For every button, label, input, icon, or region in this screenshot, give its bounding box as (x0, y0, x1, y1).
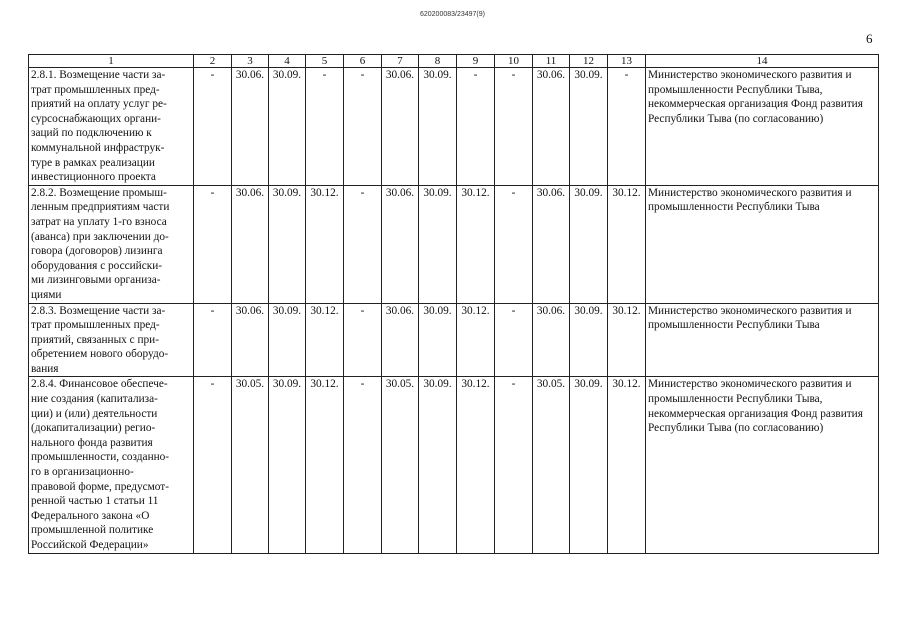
deadline-cell: 30.06. (533, 303, 570, 377)
deadline-cell: 30.09. (570, 185, 608, 303)
deadline-cell: 30.12. (608, 185, 646, 303)
description-line: вания (31, 362, 59, 375)
deadline-cell: 30.09. (419, 68, 457, 186)
column-header: 10 (495, 55, 533, 68)
description-line: коммунальной инфраструк- (31, 141, 165, 154)
deadline-cell: - (194, 377, 232, 553)
column-header: 4 (269, 55, 306, 68)
column-header: 12 (570, 55, 608, 68)
description-line: правовой форме, предусмот- (31, 480, 169, 493)
deadline-cell: 30.09. (419, 185, 457, 303)
description-line: говора (договоров) лизинга (31, 245, 163, 258)
deadline-cell: - (495, 377, 533, 553)
deadline-cell: 30.06. (232, 303, 269, 377)
description-line: (аванса) при заключении до- (31, 230, 169, 243)
responsible-executor: Министерство экономического развития и промышленности Республики Тыва (646, 303, 879, 377)
deadline-cell: 30.06. (533, 185, 570, 303)
table-header-row (29, 55, 879, 68)
column-header: 5 (306, 55, 344, 68)
deadline-cell: 30.06. (382, 68, 419, 186)
description-line: оборудования с российски- (31, 259, 163, 272)
deadline-cell: - (344, 303, 382, 377)
deadline-cell: - (194, 68, 232, 186)
deadline-cell: - (344, 68, 382, 186)
deadline-cell: - (344, 185, 382, 303)
table-row (29, 303, 879, 377)
measure-description (29, 377, 194, 553)
deadline-cell: 30.05. (382, 377, 419, 553)
table-row (29, 185, 879, 303)
description-line: инвестиционного проекта (31, 171, 156, 184)
page-number: 6 (866, 31, 873, 46)
description-line: приятий, связанных с при- (31, 333, 159, 346)
description-line: ми лизинговыми организа- (31, 274, 161, 287)
column-header: 8 (419, 55, 457, 68)
column-header: 9 (457, 55, 495, 68)
deadline-cell: 30.06. (232, 68, 269, 186)
description-line: промышленности, созданно- (31, 451, 170, 464)
deadline-cell: 30.09. (419, 303, 457, 377)
deadline-cell: 30.09. (269, 68, 306, 186)
deadline-cell: 30.12. (608, 303, 646, 377)
description-line: нального фонда развития (31, 436, 153, 449)
measure-description (29, 303, 194, 377)
measure-description (29, 68, 194, 186)
deadline-cell: - (457, 68, 495, 186)
description-line: Российской Федерации» (31, 539, 149, 551)
deadline-cell: 30.06. (382, 303, 419, 377)
description-line: (докапитализации) регио- (31, 422, 156, 435)
column-header: 13 (608, 55, 646, 68)
document-id: 620200083/23497(9) (419, 11, 485, 18)
deadline-cell: 30.09. (269, 185, 306, 303)
description-line: го в организационно- (31, 466, 134, 479)
deadline-cell: 30.12. (457, 303, 495, 377)
deadline-cell: 30.06. (382, 185, 419, 303)
description-line: приятий на оплату услуг ре- (31, 98, 167, 111)
deadline-cell: 30.06. (232, 185, 269, 303)
column-header: 11 (533, 55, 570, 68)
deadline-cell: - (608, 68, 646, 186)
description-line: трат промышленных пред- (31, 83, 160, 96)
table-row (29, 68, 879, 186)
description-line: затрат на уплату 1-го взноса (31, 215, 167, 228)
deadline-cell: 30.06. (533, 68, 570, 186)
description-line: 2.8.4. Финансовое обеспече- (31, 378, 168, 391)
deadline-cell: 30.05. (232, 377, 269, 553)
column-header: 1 (29, 55, 194, 68)
description-line: 2.8.1. Возмещение части за- (31, 69, 166, 81)
deadline-cell: 30.12. (457, 377, 495, 553)
deadline-cell: 30.12. (457, 185, 495, 303)
deadline-cell: 30.09. (269, 377, 306, 553)
table-row (29, 377, 879, 553)
column-header: 7 (382, 55, 419, 68)
column-header: 14 (646, 55, 879, 68)
responsible-executor: Министерство экономического развития и промышленности Республики Тыва (646, 185, 879, 303)
description-line: 2.8.2. Возмещение промыш- (31, 186, 167, 199)
deadline-cell: 30.12. (306, 377, 344, 553)
responsible-executor: Министерство экономического развития и промышленности Республики Тыва, некоммерческая организация Фонд развития Республики Тыва (по согласованию) (646, 68, 879, 186)
description-line: туре в рамках реализации (31, 156, 155, 169)
description-line: 2.8.3. Возмещение части за- (31, 304, 166, 317)
deadline-cell: 30.12. (306, 185, 344, 303)
schedule-table (28, 54, 879, 554)
description-line: ции) и (или) деятельности (31, 407, 158, 420)
description-line: Федерального закона «О (31, 509, 150, 522)
description-line: промышленной политике (31, 524, 154, 537)
description-line: обретением нового оборудо- (31, 348, 169, 361)
deadline-cell: - (194, 303, 232, 377)
deadline-cell: - (344, 377, 382, 553)
description-line: циями (31, 288, 62, 301)
deadline-cell: - (495, 303, 533, 377)
deadline-cell: - (194, 185, 232, 303)
deadline-cell: 30.09. (570, 303, 608, 377)
deadline-cell: 30.09. (570, 68, 608, 186)
column-header: 2 (194, 55, 232, 68)
deadline-cell: 30.05. (533, 377, 570, 553)
deadline-cell: 30.09. (570, 377, 608, 553)
column-header: 3 (232, 55, 269, 68)
deadline-cell: 30.12. (306, 303, 344, 377)
description-line: ренной частью 1 статьи 11 (31, 495, 159, 508)
column-header: 6 (344, 55, 382, 68)
deadline-cell: - (306, 68, 344, 186)
description-line: ние создания (капитализа- (31, 393, 158, 406)
deadline-cell: 30.12. (608, 377, 646, 553)
responsible-executor: Министерство экономического развития и промышленности Республики Тыва, некоммерческая организация Фонд развития Республики Тыва (по согласованию) (646, 377, 879, 553)
deadline-cell: 30.09. (419, 377, 457, 553)
deadline-cell: - (495, 68, 533, 186)
description-line: ленным предприятиям части (31, 201, 170, 214)
description-line: заций по подключению к (31, 127, 152, 140)
measure-description (29, 185, 194, 303)
deadline-cell: 30.09. (269, 303, 306, 377)
description-line: сурсоснабжающих органи- (31, 112, 161, 125)
deadline-cell: - (495, 185, 533, 303)
description-line: трат промышленных пред- (31, 319, 160, 332)
